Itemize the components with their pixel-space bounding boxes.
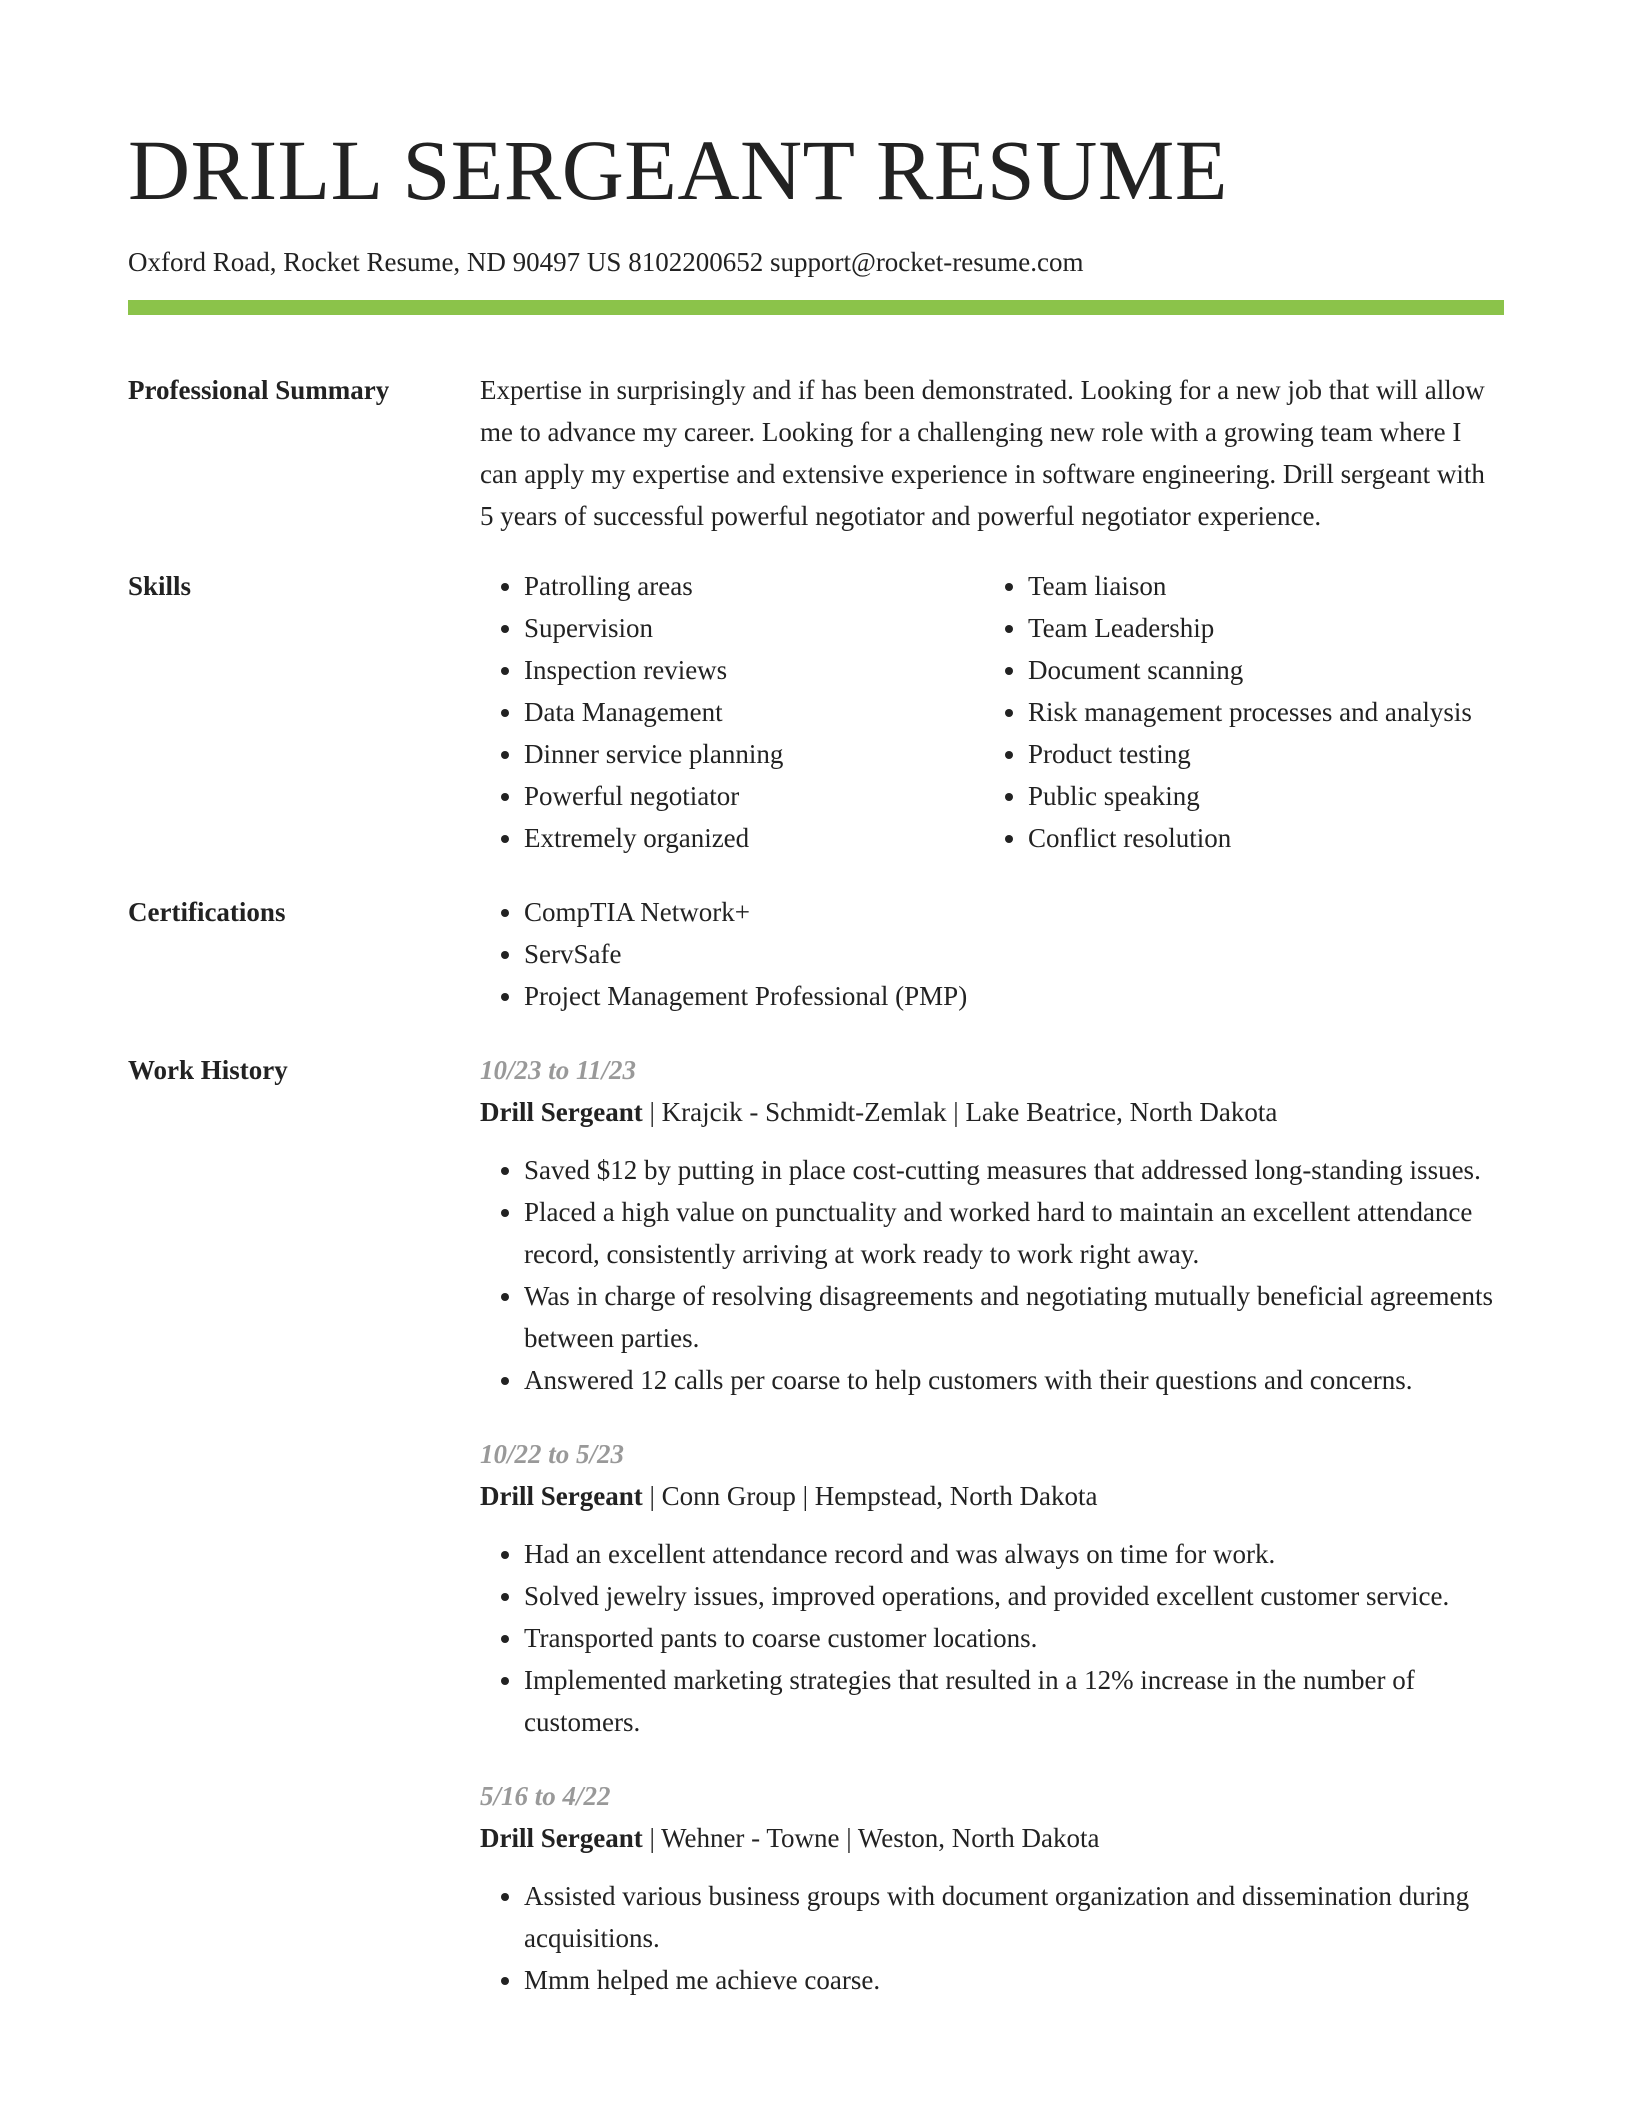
certification-item: • CompTIA Network+ (524, 891, 1504, 933)
certification-item: • ServSafe (524, 933, 1504, 975)
job-bullet: • Transported pants to coarse customer locations. (524, 1617, 1504, 1659)
job-details: | Krajcik - Schmidt-Zemlak | Lake Beatrice, North Dakota (642, 1097, 1278, 1127)
work-history-label: Work History (128, 1055, 288, 1085)
job-details: | Conn Group | Hempstead, North Dakota (642, 1481, 1098, 1511)
work-history-section (128, 1049, 1504, 2033)
job-bullet: • Solved jewelry issues, improved operations, and provided excellent customer service. (524, 1575, 1504, 1617)
skill-item: • Product testing (1028, 733, 1472, 775)
resume-title: DRILL SERGEANT RESUME (128, 122, 1228, 218)
job-bullets (480, 1149, 1504, 1401)
job-header (480, 1475, 1504, 1517)
summary-section (128, 369, 1504, 537)
job-bullets (480, 1875, 1504, 2001)
resume-page (128, 0, 1504, 2033)
job-date: 10/23 to 11/23 (480, 1055, 637, 1085)
skill-item: • Dinner service planning (524, 733, 984, 775)
skill-item: • Risk management processes and analysis (1028, 691, 1472, 733)
job-role: Drill Sergeant (480, 1097, 643, 1127)
skill-item: • Conflict resolution (1028, 817, 1472, 859)
skills-section (128, 565, 1504, 859)
job-bullet: • Had an excellent attendance record and was always on time for work. (524, 1533, 1504, 1575)
job-details: | Wehner - Towne | Weston, North Dakota (642, 1823, 1100, 1853)
skill-item: • Team Leadership (1028, 607, 1472, 649)
job-entry (480, 1775, 1504, 2001)
job-bullet: • Answered 12 calls per coarse to help customers with their questions and concerns. (524, 1359, 1504, 1401)
skill-item: • Inspection reviews (524, 649, 984, 691)
job-entry (480, 1049, 1504, 1401)
job-role: Drill Sergeant (480, 1481, 643, 1511)
skill-item: • Data Management (524, 691, 984, 733)
job-bullet: • Implemented marketing strategies that resulted in a 12% increase in the number of customers. (524, 1659, 1504, 1743)
job-role: Drill Sergeant (480, 1823, 643, 1853)
skill-item: • Document scanning (1028, 649, 1472, 691)
job-bullets (480, 1533, 1504, 1743)
skills-list-left (480, 565, 984, 859)
certifications-label: Certifications (128, 897, 286, 927)
certifications-section (128, 891, 1504, 1017)
job-bullet: • Assisted various business groups with document organization and dissemination during acquisitions. (524, 1875, 1504, 1959)
job-header (480, 1091, 1504, 1133)
job-bullet: • Mmm helped me achieve coarse. (524, 1959, 1504, 2001)
certifications-list (480, 891, 1504, 1017)
skills-label: Skills (128, 571, 192, 601)
job-bullet: • Saved $12 by putting in place cost-cutting measures that addressed long-standing issues. (524, 1149, 1504, 1191)
skill-item: • Supervision (524, 607, 984, 649)
job-bullet: • Was in charge of resolving disagreements and negotiating mutually beneficial agreements between parties. (524, 1275, 1504, 1359)
skill-item: • Public speaking (1028, 775, 1472, 817)
skills-list-right (984, 565, 1472, 859)
certification-item: • Project Management Professional (PMP) (524, 975, 1504, 1017)
summary-label: Professional Summary (128, 375, 390, 405)
contact-line: Oxford Road, Rocket Resume, ND 90497 US 8102200652 support@rocket-resume.com (128, 247, 1084, 277)
summary-text: Expertise in surprisingly and if has been demonstrated. Looking for a new job that will allow me to advance my career. Looking for a challenging new role with a growing team where I can apply my expertise and extensive experience in software engineering. Drill sergeant with 5 years of successful powerful negotiator and powerful negotiator experience. (480, 375, 1485, 531)
skill-item: • Team liaison (1028, 565, 1472, 607)
job-bullet: • Placed a high value on punctuality and worked hard to maintain an excellent attendance record, consistently arriving at work ready to work right away. (524, 1191, 1504, 1275)
job-date: 10/22 to 5/23 (480, 1439, 625, 1469)
job-header (480, 1817, 1504, 1859)
job-entry (480, 1433, 1504, 1743)
job-date: 5/16 to 4/22 (480, 1781, 611, 1811)
skill-item: • Extremely organized (524, 817, 984, 859)
accent-divider (128, 300, 1504, 315)
skill-item: • Powerful negotiator (524, 775, 984, 817)
skill-item: • Patrolling areas (524, 565, 984, 607)
